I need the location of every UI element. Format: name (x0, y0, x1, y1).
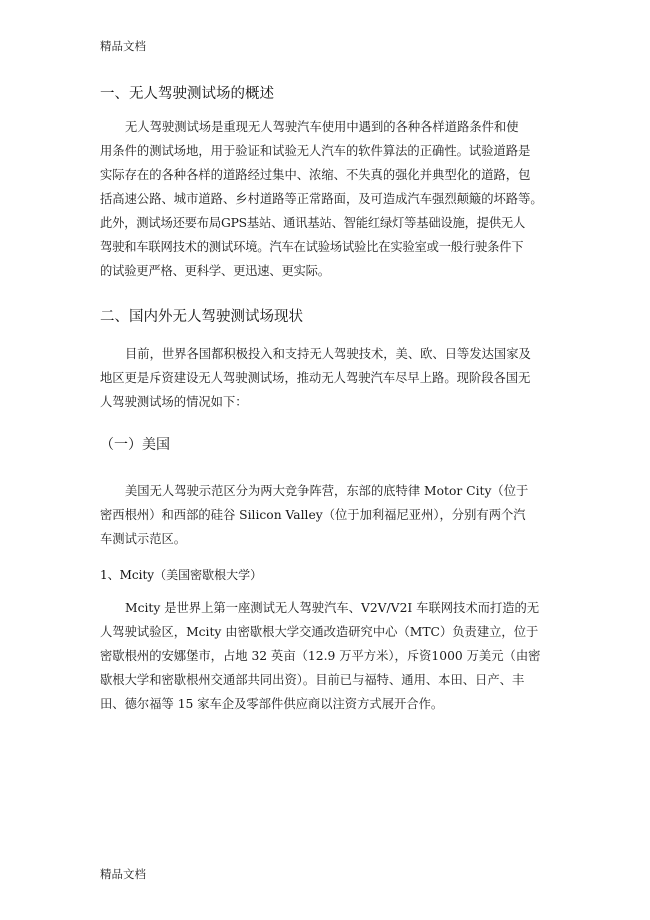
text-line: 此外，测试场还要布局GPS基站、通讯基站、智能红绿灯等基础设施，提供无人 (100, 216, 526, 230)
section1-heading: 一、无人驾驶测试场的概述 (100, 86, 274, 102)
usa-paragraph (100, 479, 560, 551)
text-line: 目前，世界各国都积极投入和支持无人驾驶技术，美、欧、日等发达国家及 (125, 347, 531, 361)
text-line: Mcity 是世界上第一座测试无人驾驶汽车、V2V/V2I 车联网技术而打造的无 (125, 601, 540, 615)
text-line: 田、德尔福等 15 家车企及零部件供应商以注资方式展开合作。 (100, 697, 444, 711)
text-line: 美国无人驾驶示范区分为两大竞争阵营，东部的底特律 Motor City（位于 (125, 484, 529, 498)
text-line: 实际存在的各种各样的道路经过集中、浓缩、不失真的强化并典型化的道路，包 (100, 168, 531, 182)
text-line: 括高速公路、城市道路、乡村道路等正常路面，及可造成汽车强烈颠簸的坏路等。 (100, 192, 543, 206)
text-line: 密西根州）和西部的硅谷 Silicon Valley（位于加利福尼亚州），分别有两个汽 (100, 508, 526, 522)
mcity-paragraph (100, 596, 560, 716)
footer-watermark: 精品文档 (100, 867, 146, 881)
text-line: 地区更是斥资建设无人驾驶测试场，推动无人驾驶汽车尽早上路。现阶段各国无 (100, 371, 531, 385)
text-line: 用条件的测试场地，用于验证和试验无人汽车的软件算法的正确性。试验道路是 (100, 144, 531, 158)
section1-paragraph2 (100, 211, 560, 283)
section2-paragraph (100, 342, 560, 414)
text-line: 驾驶和车联网技术的测试环境。汽车在试验场试验比在实验室或一般行驶条件下 (100, 240, 524, 254)
text-line: 人驾驶测试场的情况如下： (100, 395, 248, 409)
text-line: 无人驾驶测试场是重现无人驾驶汽车使用中遇到的各种各样道路条件和使 (125, 120, 519, 134)
mcity-heading: 1、Mcity（美国密歇根大学） (100, 568, 263, 582)
usa-heading: （一）美国 (100, 437, 170, 453)
text-line: 的试验更严格、更科学、更迅速、更实际。 (100, 264, 330, 278)
section2-heading: 二、国内外无人驾驶测试场现状 (100, 309, 303, 325)
text-line: 歇根大学和密歇根州交通部共同出资）。目前已与福特、通用、本田、日产、丰 (100, 673, 525, 687)
text-line: 人驾驶试验区，Mcity 由密歇根大学交通改造研究中心（MTC）负责建立，位于 (100, 625, 539, 639)
section1-paragraph1 (100, 115, 560, 211)
header-watermark: 精品文档 (100, 39, 146, 53)
text-line: 车测试示范区。 (100, 532, 187, 546)
text-line: 密歇根州的安娜堡市，占地 32 英亩（12.9 万平方米），斥资1000 万美元（由密 (100, 649, 541, 663)
